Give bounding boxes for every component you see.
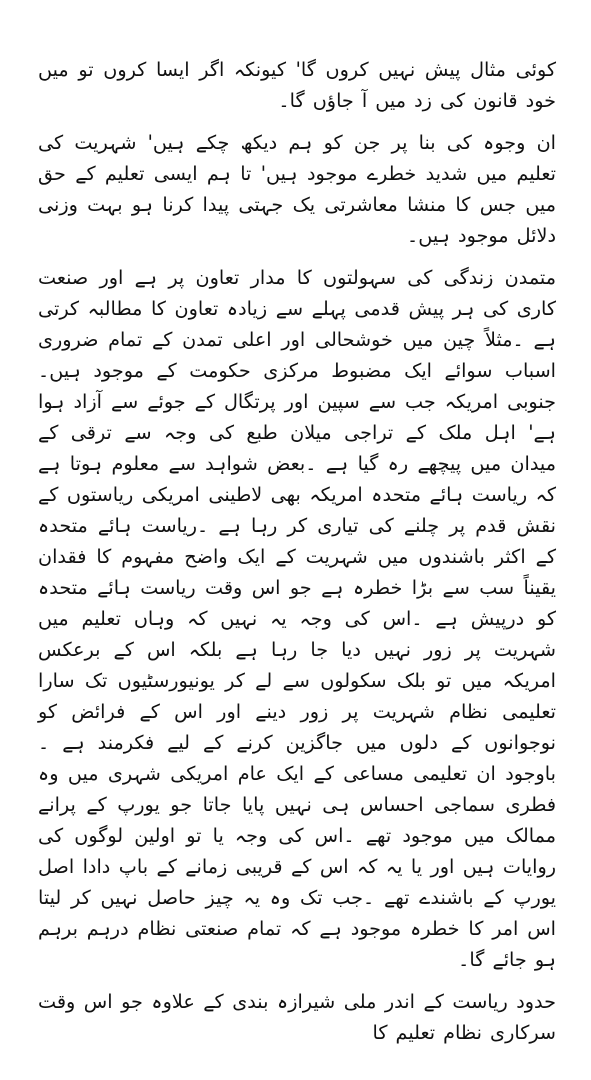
- paragraph-3: متمدن زندگی کی سہولتوں کا مدار تعاون پر ہے اور صنعت کاری کی ہر پیش قدمی پہلے سے زیادہ تعاون کا مطالبہ کرتی ہے ۔مثلاً چین میں خوشحالی اور اعلی تمدن کے تمام ضروری اسباب سوائے ایک مضبوط مرکزی حکومت کے موجود ہیں۔جنوبی امریکہ جب سے سپین اور پرتگال کے جوئے سے آزاد ہوا ہے' اہل ملک کے تراجی میلان طبع کی وجہ سے ترقی کے میدان میں پیچھے رہ گیا ہے ۔بعض شواہد سے معلوم ہوتا ہے کہ ریاست ہائے متحدہ امریکہ بھی لاطینی امریکی ریاستوں کے نقش قدم پر چلنے کی تیاری کر رہا ہے ۔ریاست ہائے متحدہ کے اکثر باشندوں میں شہریت کے ایک واضح مفہوم کا فقدان یقیناً سب سے بڑا خطرہ ہے جو اس وقت ریاست ہائے متحدہ کو درپیش ہے ۔اس کی وجہ یہ نہیں کہ وہاں تعلیم میں شہریت پر زور نہیں دیا جا رہا ہے بلکہ اس کے برعکس امریکہ میں تو بلک سکولوں سے لے کر یونیورسٹیوں تک سارا تعلیمی نظام شہریت پر زور دینے اور اس کے فرائض کو نوجوانوں کے دلوں میں جاگزین کرنے کے لیے فکرمند ہے ۔باوجود ان تعلیمی مساعی کے ایک عام امریکی شہری میں وہ فطری سماجی احساس ہی نہیں پایا جاتا جو یورپ کے پرانے ممالک میں موجود تھے ۔اس کی وجہ یا تو اولین لوگوں کی روایات ہیں اور یا یہ کہ اس کے قریبی زمانے کے باپ دادا اصل یورپ کے باشندے تھے ۔جب تک وہ یہ چیز حاصل نہیں کر لیتا اس امر کا خطرہ موجود ہے کہ تمام صنعتی نظام درہم برہم ہو جائے گا۔: [38, 266, 556, 971]
- paragraph-2: ان وجوہ کی بنا پر جن کو ہم دیکھ چکے ہیں' شہریت کی تعلیم میں شدید خطرے موجود ہیں' تا ہم ایسی تعلیم کے حق میں جس کا منشا معاشرتی یک جہتی پیدا کرنا ہو بہت وزنی دلائل موجود ہیں۔: [38, 131, 556, 247]
- paragraph-1: کوئی مثال پیش نہیں کروں گا' کیونکہ اگر ایسا کروں تو میں خود قانون کی زد میں آ جاؤں گا۔: [38, 58, 556, 112]
- paragraph-4: حدود ریاست کے اندر ملی شیرازہ بندی کے علاوہ جو اس وقت سرکاری نظام تعلیم کا: [38, 990, 556, 1044]
- body-text: [38, 54, 556, 1048]
